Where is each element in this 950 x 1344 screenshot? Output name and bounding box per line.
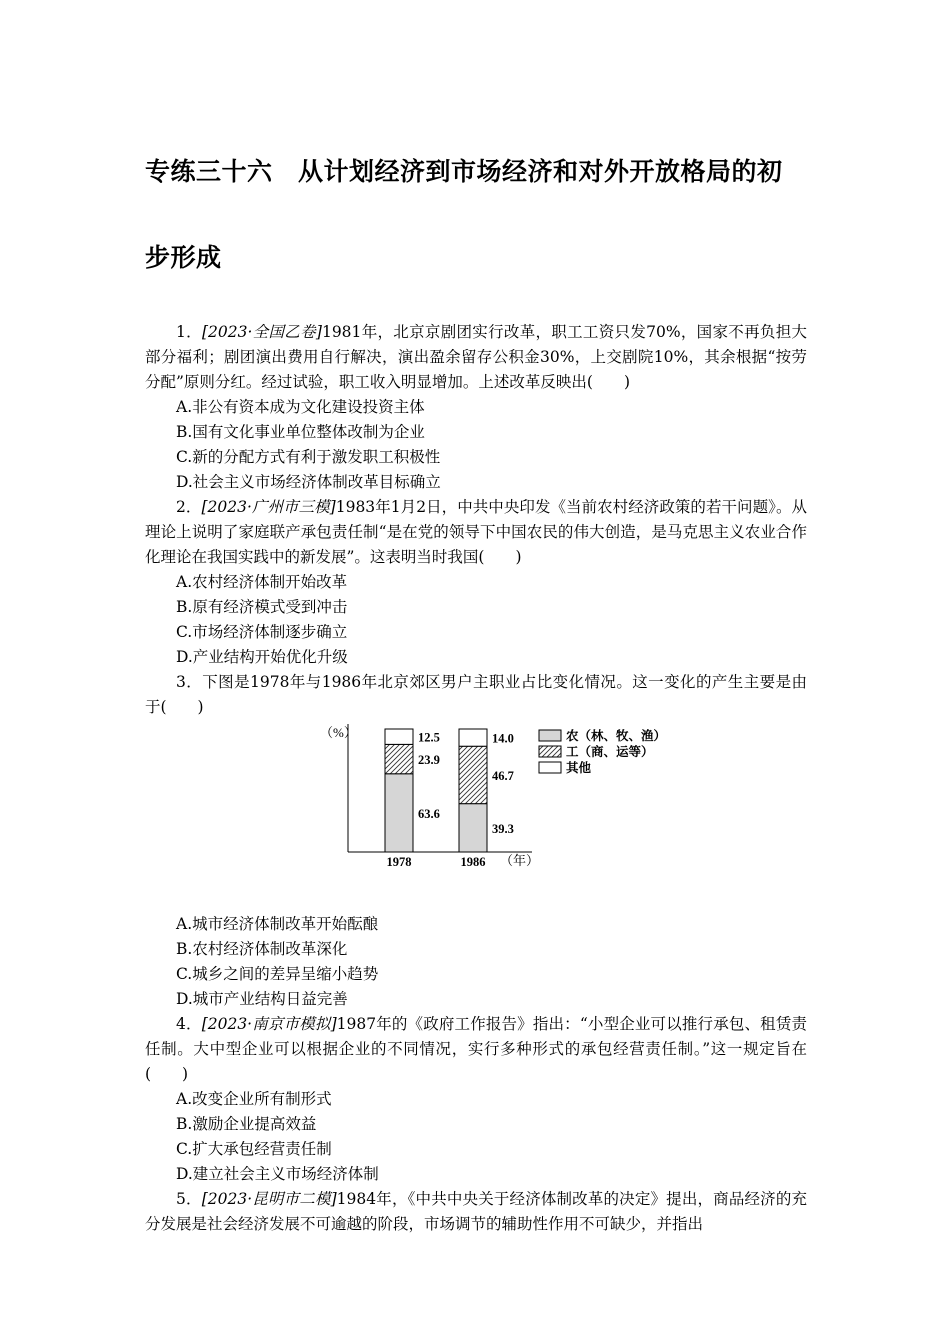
question-number: 3． <box>176 673 203 691</box>
bar-segment <box>459 804 487 852</box>
bar-segment <box>459 746 487 803</box>
option-a: A.非公有资本成为文化建设投资主体 <box>176 398 425 416</box>
question-stem <box>145 1012 807 1087</box>
legend-label: 工（商、运等） <box>566 745 654 759</box>
tick-label: 1986 <box>460 855 486 869</box>
question-3 <box>145 670 807 1012</box>
question-stem <box>145 670 807 720</box>
legend-swatch <box>539 730 561 741</box>
data-label: 46.7 <box>492 768 514 783</box>
bar-segment <box>385 774 413 852</box>
page-title: 专练三十六 从计划经济到市场经济和对外开放格局的初 <box>145 157 783 186</box>
question-number: 1． <box>176 323 202 341</box>
option-d: D.城市产业结构日益完善 <box>176 990 348 1008</box>
legend-label: 其他 <box>566 761 592 775</box>
question-number: 4． <box>176 1015 202 1033</box>
question-5 <box>145 1187 807 1237</box>
option-a: A.农村经济体制开始改革 <box>176 573 348 591</box>
data-label: 23.9 <box>418 753 440 768</box>
option-d: D.建立社会主义市场经济体制 <box>176 1165 379 1183</box>
question-text: 1983年1月2日，中共中央印发《当前农村经济政策的若干问题》。从理论上说明了家庭联产承包责任制“是在党的领导下中国农民的伟大创造，是马克思主义农业合作化理论在我国实践中的新发展”。这表明当时我国( ) <box>145 498 807 566</box>
data-label: 14.0 <box>492 731 514 746</box>
question-number: 2． <box>176 498 202 516</box>
option-a: A.改变企业所有制形式 <box>176 1090 332 1108</box>
x-axis-label: （年） <box>500 853 540 868</box>
data-label: 39.3 <box>492 821 514 836</box>
option-d: D.产业结构开始优化升级 <box>176 648 348 666</box>
question-1 <box>145 320 807 495</box>
legend-swatch <box>539 746 561 757</box>
question-source: [2023·全国乙卷] <box>201 323 322 341</box>
chart-container <box>145 724 807 906</box>
question-text: 1984年，《中共中央关于经济体制改革的决定》提出，商品经济的充分发展是社会经济发展不可逾越的阶段，市场调节的辅助性作用不可缺少，并指出 <box>145 1190 808 1233</box>
question-stem <box>145 320 807 395</box>
question-number: 5． <box>176 1190 202 1208</box>
page-title-continued: 步形成 <box>145 243 222 272</box>
question-source: [2023·昆明市二模] <box>201 1190 337 1208</box>
option-b: B.国有文化事业单位整体改制为企业 <box>176 423 425 441</box>
question-2 <box>145 495 807 670</box>
question-stem <box>145 1187 807 1237</box>
legend-swatch <box>539 762 561 773</box>
option-c: C.新的分配方式有利于激发职工积极性 <box>176 448 441 466</box>
option-b: B.农村经济体制改革深化 <box>176 940 348 958</box>
question-stem <box>145 495 807 570</box>
option-d: D.社会主义市场经济体制改革目标确立 <box>176 473 441 491</box>
option-c: C.城乡之间的差异呈缩小趋势 <box>176 965 379 983</box>
option-b: B.激励企业提高效益 <box>176 1115 317 1133</box>
question-4 <box>145 1012 807 1187</box>
question-text: 下图是1978年与1986年北京郊区男户主职业占比变化情况。这一变化的产生主要是由于( ) <box>145 673 807 716</box>
question-source: [2023·广州市三模] <box>201 498 336 516</box>
option-c: C.市场经济体制逐步确立 <box>176 623 348 641</box>
legend-label: 农（林、牧、渔） <box>566 729 667 743</box>
bar-segment <box>385 729 413 744</box>
occupation-bar-chart <box>310 724 680 904</box>
option-c: C.扩大承包经营责任制 <box>176 1140 332 1158</box>
question-text: 1981年，北京京剧团实行改革，职工工资只发70%，国家不再负担大部分福利；剧团演出费用自行解决，演出盈余留存公积金30%，上交剧院10%，其余根据“按劳分配”原则分红。经过试验，职工收入明显增加。上述改革反映出( ) <box>145 323 807 391</box>
tick-label: 1978 <box>386 855 412 869</box>
data-label: 12.5 <box>418 730 440 745</box>
data-label: 63.6 <box>418 806 440 821</box>
bar-segment <box>385 744 413 773</box>
option-b: B.原有经济模式受到冲击 <box>176 598 348 616</box>
question-list <box>145 320 807 1237</box>
question-source: [2023·南京市模拟] <box>201 1015 337 1033</box>
option-a: A.城市经济体制改革开始酝酿 <box>176 915 379 933</box>
y-axis-label: （%） <box>320 725 357 740</box>
question-text: 1987年的《政府工作报告》指出：“小型企业可以推行承包、租赁责任制。大中型企业可以根据企业的不同情况，实行多种形式的承包经营责任制。”这一规定旨在( ) <box>145 1015 807 1083</box>
bar-segment <box>459 729 487 746</box>
